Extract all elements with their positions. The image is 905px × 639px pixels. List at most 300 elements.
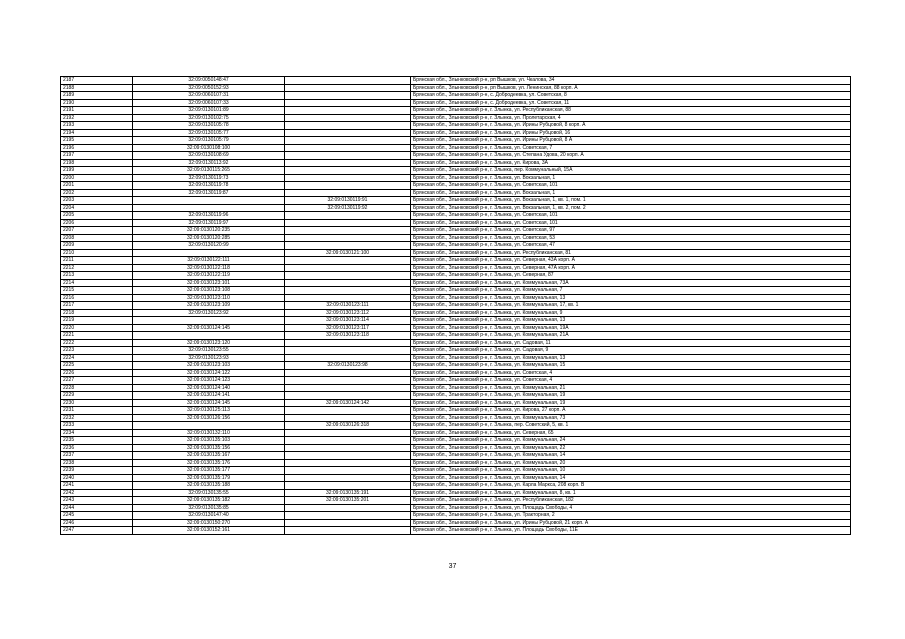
cadastral-number-cell: 32:09:0130135:103 bbox=[133, 437, 285, 445]
cadastral-number-cell: 32:09:0130119:97 bbox=[133, 219, 285, 227]
cadastral-number-cell bbox=[133, 422, 285, 430]
cadastral-number-cell: 32:09:0130135:156 bbox=[133, 444, 285, 452]
row-number-cell: 2219 bbox=[61, 317, 133, 325]
row-number-cell: 2242 bbox=[61, 489, 133, 497]
row-number-cell: 2206 bbox=[61, 219, 133, 227]
related-cadastral-number-cell bbox=[285, 122, 411, 130]
related-cadastral-number-cell bbox=[285, 92, 411, 100]
table-row bbox=[61, 384, 851, 392]
related-cadastral-number-cell bbox=[285, 189, 411, 197]
related-cadastral-number-cell bbox=[285, 504, 411, 512]
address-cell: Брянская обл., Злынковский р-н, г. Злынка, ул. Северная, 87 bbox=[411, 272, 851, 280]
related-cadastral-number-cell bbox=[285, 174, 411, 182]
cadastral-number-cell: 32:09:0060107:33 bbox=[133, 99, 285, 107]
row-number-cell: 2207 bbox=[61, 227, 133, 235]
cadastral-number-cell: 32:09:0130119:78 bbox=[133, 182, 285, 190]
related-cadastral-number-cell bbox=[285, 512, 411, 520]
address-cell: Брянская обл., Злынковский р-н, г. Злынка, ул. Площадь Свободы, 11Е bbox=[411, 527, 851, 535]
table-row bbox=[61, 519, 851, 527]
row-number-cell: 2243 bbox=[61, 497, 133, 505]
related-cadastral-number-cell bbox=[285, 234, 411, 242]
related-cadastral-number-cell bbox=[285, 182, 411, 190]
row-number-cell: 2197 bbox=[61, 152, 133, 160]
related-cadastral-number-cell bbox=[285, 219, 411, 227]
table-row bbox=[61, 212, 851, 220]
cadastral-number-cell: 32:09:0130135:176 bbox=[133, 459, 285, 467]
address-cell: Брянская обл., Злынковский р-н, с. Добродеевка, ул. Советская, 11 bbox=[411, 99, 851, 107]
table-row bbox=[61, 444, 851, 452]
address-cell: Брянская обл., Злынковский р-н, г. Злынка, ул. Советская, 97 bbox=[411, 227, 851, 235]
address-cell: Брянская обл., Злынковский р-н, г. Злынка, ул. Республиканская, 81 bbox=[411, 249, 851, 257]
row-number-cell: 2221 bbox=[61, 332, 133, 340]
table-row bbox=[61, 137, 851, 145]
related-cadastral-number-cell bbox=[285, 407, 411, 415]
cadastral-number-cell: 32:09:0130115:265 bbox=[133, 167, 285, 175]
row-number-cell: 2229 bbox=[61, 392, 133, 400]
table-row bbox=[61, 377, 851, 385]
registry-table bbox=[60, 76, 851, 535]
row-number-cell: 2215 bbox=[61, 287, 133, 295]
address-cell: Брянская обл., Злынковский р-н, г. Злынка, ул. Северная, 47А корп. А bbox=[411, 264, 851, 272]
cadastral-number-cell: 32:09:0130120:235 bbox=[133, 227, 285, 235]
address-cell: Брянская обл., Злынковский р-н, г. Злынка, ул. Северная, 43А корп. А bbox=[411, 257, 851, 265]
related-cadastral-number-cell bbox=[285, 144, 411, 152]
table-row bbox=[61, 339, 851, 347]
table-row bbox=[61, 114, 851, 122]
table-row bbox=[61, 159, 851, 167]
row-number-cell: 2200 bbox=[61, 174, 133, 182]
address-cell: Брянская обл., Злынковский р-н, г. Злынка, ул. Коммунальная, 10 bbox=[411, 467, 851, 475]
row-number-cell: 2231 bbox=[61, 407, 133, 415]
cadastral-number-cell: 32:09:0130126:156 bbox=[133, 414, 285, 422]
row-number-cell: 2228 bbox=[61, 384, 133, 392]
table-row bbox=[61, 452, 851, 460]
table-row bbox=[61, 482, 851, 490]
cadastral-number-cell: 32:09:0130122:111 bbox=[133, 257, 285, 265]
cadastral-number-cell bbox=[133, 197, 285, 205]
related-cadastral-number-cell bbox=[285, 369, 411, 377]
cadastral-number-cell: 32:09:0130123:93 bbox=[133, 354, 285, 362]
row-number-cell: 2236 bbox=[61, 444, 133, 452]
table-row bbox=[61, 249, 851, 257]
row-number-cell: 2244 bbox=[61, 504, 133, 512]
address-cell: Брянская обл., Злынковский р-н, г. Злынка, ул. Коммунальная, 19 bbox=[411, 392, 851, 400]
address-cell: Брянская обл., Злынковский р-н, г. Злынка, ул. Коммунальная, 19А bbox=[411, 324, 851, 332]
row-number-cell: 2210 bbox=[61, 249, 133, 257]
table-row bbox=[61, 84, 851, 92]
address-cell: Брянская обл., Злынковский р-н, г. Злынка, ул. Садовая, 9 bbox=[411, 347, 851, 355]
related-cadastral-number-cell bbox=[285, 137, 411, 145]
related-cadastral-number-cell bbox=[285, 257, 411, 265]
cadastral-number-cell bbox=[133, 249, 285, 257]
table-row bbox=[61, 459, 851, 467]
related-cadastral-number-cell: 32:09:0130123:112 bbox=[285, 309, 411, 317]
address-cell: Брянская обл., Злынковский р-н, рп Вышков, ул. Чкалова, 34 bbox=[411, 77, 851, 85]
table-row bbox=[61, 234, 851, 242]
cadastral-number-cell: 32:09:0130135:55 bbox=[133, 489, 285, 497]
related-cadastral-number-cell bbox=[285, 99, 411, 107]
table-row bbox=[61, 527, 851, 535]
address-cell: Брянская обл., Злынковский р-н, г. Злынка, ул. Коммунальная, 13 bbox=[411, 354, 851, 362]
row-number-cell: 2190 bbox=[61, 99, 133, 107]
related-cadastral-number-cell bbox=[285, 107, 411, 115]
table-row bbox=[61, 399, 851, 407]
table-row bbox=[61, 264, 851, 272]
cadastral-number-cell: 32:09:0130124:145 bbox=[133, 399, 285, 407]
row-number-cell: 2205 bbox=[61, 212, 133, 220]
address-cell: Брянская обл., Злынковский р-н, г. Злынка, ул. Коммунальная, 21А bbox=[411, 332, 851, 340]
table-row bbox=[61, 197, 851, 205]
row-number-cell: 2208 bbox=[61, 234, 133, 242]
address-cell: Брянская обл., Злынковский р-н, г. Злынка, ул. Коммунальная, 17, кв. 1 bbox=[411, 302, 851, 310]
cadastral-number-cell: 32:09:0130123:110 bbox=[133, 294, 285, 302]
cadastral-number-cell: 32:09:0130124:141 bbox=[133, 392, 285, 400]
table-row bbox=[61, 362, 851, 370]
address-cell: Брянская обл., Злынковский р-н, г. Злынка, ул. Кирова, 3А bbox=[411, 159, 851, 167]
table-row bbox=[61, 144, 851, 152]
row-number-cell: 2193 bbox=[61, 122, 133, 130]
address-cell: Брянская обл., Злынковский р-н, г. Злынка, ул. Советская, 101 bbox=[411, 219, 851, 227]
row-number-cell: 2223 bbox=[61, 347, 133, 355]
cadastral-number-cell: 32:09:0130132:110 bbox=[133, 429, 285, 437]
cadastral-number-cell: 32:09:0130135:179 bbox=[133, 474, 285, 482]
table-row bbox=[61, 182, 851, 190]
address-cell: Брянская обл., Злынковский р-н, г. Злынка, ул. Карла Маркса, 208 корп. В bbox=[411, 482, 851, 490]
related-cadastral-number-cell: 32:09:0130119:91 bbox=[285, 197, 411, 205]
related-cadastral-number-cell bbox=[285, 264, 411, 272]
row-number-cell: 2237 bbox=[61, 452, 133, 460]
row-number-cell: 2247 bbox=[61, 527, 133, 535]
cadastral-number-cell: 32:09:0130123:101 bbox=[133, 279, 285, 287]
row-number-cell: 2195 bbox=[61, 137, 133, 145]
address-cell: Брянская обл., Злынковский р-н, г. Злынка, ул. Коммунальная, 20 bbox=[411, 459, 851, 467]
related-cadastral-number-cell bbox=[285, 354, 411, 362]
row-number-cell: 2246 bbox=[61, 519, 133, 527]
address-cell: Брянская обл., Злынковский р-н, г. Злынка, ул. Советская, 47 bbox=[411, 242, 851, 250]
related-cadastral-number-cell bbox=[285, 152, 411, 160]
cadastral-number-cell: 32:09:0130135:182 bbox=[133, 497, 285, 505]
cadastral-number-cell: 32:09:0130135:167 bbox=[133, 452, 285, 460]
address-cell: Брянская обл., Злынковский р-н, рп Вышков, ул. Ленинская, 88 корп. А bbox=[411, 84, 851, 92]
related-cadastral-number-cell: 32:09:0130124:142 bbox=[285, 399, 411, 407]
cadastral-number-cell: 32:09:0130123:109 bbox=[133, 302, 285, 310]
table-row bbox=[61, 272, 851, 280]
address-cell: Брянская обл., Злынковский р-н, г. Злынка, ул. Тракторная, 2 bbox=[411, 512, 851, 520]
cadastral-number-cell: 32:09:0050148:47 bbox=[133, 77, 285, 85]
page-number: 37 bbox=[448, 563, 457, 570]
row-number-cell: 2191 bbox=[61, 107, 133, 115]
cadastral-number-cell: 32:09:0130135:188 bbox=[133, 482, 285, 490]
related-cadastral-number-cell bbox=[285, 294, 411, 302]
table-row bbox=[61, 332, 851, 340]
cadastral-number-cell: 32:09:0130135:85 bbox=[133, 504, 285, 512]
table-row bbox=[61, 309, 851, 317]
address-cell: Брянская обл., Злынковский р-н, г. Злынка, ул. Коммунальная, 8, кв. 1 bbox=[411, 489, 851, 497]
address-cell: Брянская обл., Злынковский р-н, г. Злынка, ул. Советская, 53 bbox=[411, 234, 851, 242]
related-cadastral-number-cell bbox=[285, 287, 411, 295]
address-cell: Брянская обл., Злынковский р-н, г. Злынка, ул. Ирины Рубцовой, 8 А bbox=[411, 137, 851, 145]
table-row bbox=[61, 317, 851, 325]
row-number-cell: 2241 bbox=[61, 482, 133, 490]
address-cell: Брянская обл., Злынковский р-н, г. Злынка, ул. Вокзальная, 1, кв. 1, пом. 1 bbox=[411, 197, 851, 205]
address-cell: Брянская обл., Злынковский р-н, г. Злынка, ул. Коммунальная, 15 bbox=[411, 362, 851, 370]
related-cadastral-number-cell bbox=[285, 159, 411, 167]
table-row bbox=[61, 279, 851, 287]
cadastral-number-cell: 32:09:0130150:270 bbox=[133, 519, 285, 527]
row-number-cell: 2211 bbox=[61, 257, 133, 265]
table-row bbox=[61, 422, 851, 430]
address-cell: Брянская обл., Злынковский р-н, г. Злынка, ул. Площадь Свободы, 4 bbox=[411, 504, 851, 512]
address-cell: Брянская обл., Злынковский р-н, г. Злынка, пер. Коммунальный, 15А bbox=[411, 167, 851, 175]
table-row bbox=[61, 437, 851, 445]
cadastral-number-cell: 32:09:0130108:69 bbox=[133, 152, 285, 160]
row-number-cell: 2201 bbox=[61, 182, 133, 190]
row-number-cell: 2196 bbox=[61, 144, 133, 152]
table-row bbox=[61, 204, 851, 212]
cadastral-number-cell: 32:09:0050152:93 bbox=[133, 84, 285, 92]
related-cadastral-number-cell bbox=[285, 452, 411, 460]
related-cadastral-number-cell bbox=[285, 272, 411, 280]
related-cadastral-number-cell bbox=[285, 414, 411, 422]
cadastral-number-cell: 32:09:0130105:78 bbox=[133, 122, 285, 130]
row-number-cell: 2220 bbox=[61, 324, 133, 332]
address-cell: Брянская обл., Злынковский р-н, г. Злынка, ул. Ирины Рубцовой, 8 корп. А bbox=[411, 122, 851, 130]
row-number-cell: 2226 bbox=[61, 369, 133, 377]
address-cell: Брянская обл., Злынковский р-н, г. Злынка, ул. Коммунальная, 14 bbox=[411, 452, 851, 460]
related-cadastral-number-cell bbox=[285, 339, 411, 347]
related-cadastral-number-cell: 32:09:0130119:92 bbox=[285, 204, 411, 212]
cadastral-number-cell bbox=[133, 204, 285, 212]
row-number-cell: 2245 bbox=[61, 512, 133, 520]
address-cell: Брянская обл., Злынковский р-н, г. Злынка, ул. Коммунальная, 22 bbox=[411, 444, 851, 452]
related-cadastral-number-cell bbox=[285, 84, 411, 92]
row-number-cell: 2239 bbox=[61, 467, 133, 475]
address-cell: Брянская обл., Злынковский р-н, г. Злынка, ул. Кирова, 27 корп. А bbox=[411, 407, 851, 415]
table-row bbox=[61, 77, 851, 85]
table-row bbox=[61, 167, 851, 175]
row-number-cell: 2194 bbox=[61, 129, 133, 137]
cadastral-number-cell: 32:09:0130123:92 bbox=[133, 309, 285, 317]
address-cell: Брянская обл., Злынковский р-н, г. Злынка, ул. Республиканская, 182 bbox=[411, 497, 851, 505]
table-row bbox=[61, 92, 851, 100]
cadastral-number-cell: 32:09:0130122:118 bbox=[133, 264, 285, 272]
cadastral-number-cell: 32:09:0130124:122 bbox=[133, 369, 285, 377]
related-cadastral-number-cell bbox=[285, 114, 411, 122]
address-cell: Брянская обл., Злынковский р-н, г. Злынка, ул. Советская, 4 bbox=[411, 369, 851, 377]
table-row bbox=[61, 257, 851, 265]
address-cell: Брянская обл., Злынковский р-н, г. Злынка, пер. Советский, 5, кв. 1 bbox=[411, 422, 851, 430]
cadastral-number-cell: 32:09:0130101:89 bbox=[133, 107, 285, 115]
table-row bbox=[61, 474, 851, 482]
related-cadastral-number-cell bbox=[285, 467, 411, 475]
address-cell: Брянская обл., Злынковский р-н, г. Злынка, ул. Коммунальная, 13 bbox=[411, 294, 851, 302]
cadastral-number-cell: 32:09:0130119:87 bbox=[133, 189, 285, 197]
cadastral-number-cell: 32:09:0130108:100 bbox=[133, 144, 285, 152]
address-cell: Брянская обл., Злынковский р-н, г. Злынка, ул. Советская, 7 bbox=[411, 144, 851, 152]
related-cadastral-number-cell: 32:09:0130123:118 bbox=[285, 332, 411, 340]
related-cadastral-number-cell bbox=[285, 384, 411, 392]
row-number-cell: 2240 bbox=[61, 474, 133, 482]
cadastral-number-cell: 32:09:0130124:123 bbox=[133, 377, 285, 385]
table-row bbox=[61, 174, 851, 182]
row-number-cell: 2199 bbox=[61, 167, 133, 175]
cadastral-number-cell: 32:09:0130152:161 bbox=[133, 527, 285, 535]
related-cadastral-number-cell bbox=[285, 437, 411, 445]
table-row bbox=[61, 512, 851, 520]
cadastral-number-cell: 32:09:0130120:99 bbox=[133, 242, 285, 250]
related-cadastral-number-cell: 32:09:0130121:100 bbox=[285, 249, 411, 257]
row-number-cell: 2212 bbox=[61, 264, 133, 272]
table-row bbox=[61, 504, 851, 512]
address-cell: Брянская обл., Злынковский р-н, г. Злынка, ул. Республиканская, 88 bbox=[411, 107, 851, 115]
address-cell: Брянская обл., Злынковский р-н, г. Злынка, ул. Вокзальная, 1, кв. 2, пом. 2 bbox=[411, 204, 851, 212]
related-cadastral-number-cell: 32:09:0130123:117 bbox=[285, 324, 411, 332]
cadastral-number-cell: 32:09:0130125:113 bbox=[133, 407, 285, 415]
row-number-cell: 2198 bbox=[61, 159, 133, 167]
table-row bbox=[61, 302, 851, 310]
address-cell: Брянская обл., Злынковский р-н, г. Злынка, ул. Степана Удова, 20 корп. А bbox=[411, 152, 851, 160]
table-row bbox=[61, 152, 851, 160]
cadastral-number-cell: 32:09:0130147:40 bbox=[133, 512, 285, 520]
related-cadastral-number-cell bbox=[285, 377, 411, 385]
address-cell: Брянская обл., Злынковский р-н, г. Злынка, ул. Коммунальная, 73А bbox=[411, 279, 851, 287]
address-cell: Брянская обл., Злынковский р-н, г. Злынка, ул. Советская, 101 bbox=[411, 212, 851, 220]
related-cadastral-number-cell bbox=[285, 77, 411, 85]
related-cadastral-number-cell: 32:09:0130123:111 bbox=[285, 302, 411, 310]
address-cell: Брянская обл., Злынковский р-н, г. Злынка, ул. Советская, 4 bbox=[411, 377, 851, 385]
related-cadastral-number-cell bbox=[285, 242, 411, 250]
related-cadastral-number-cell bbox=[285, 459, 411, 467]
address-cell: Брянская обл., Злынковский р-н, г. Злынка, ул. Коммунальная, 14 bbox=[411, 474, 851, 482]
table-row bbox=[61, 294, 851, 302]
cadastral-number-cell bbox=[133, 332, 285, 340]
cadastral-number-cell: 32:09:0060107:31 bbox=[133, 92, 285, 100]
cadastral-number-cell: 32:09:0130135:177 bbox=[133, 467, 285, 475]
address-cell: Брянская обл., Злынковский р-н, г. Злынка, ул. Вокзальная, 1 bbox=[411, 174, 851, 182]
row-number-cell: 2234 bbox=[61, 429, 133, 437]
registry-table-body bbox=[61, 77, 851, 535]
row-number-cell: 2238 bbox=[61, 459, 133, 467]
address-cell: Брянская обл., Злынковский р-н, г. Злынка, ул. Коммунальная, 73 bbox=[411, 414, 851, 422]
related-cadastral-number-cell bbox=[285, 227, 411, 235]
cadastral-number-cell bbox=[133, 317, 285, 325]
row-number-cell: 2189 bbox=[61, 92, 133, 100]
table-row bbox=[61, 414, 851, 422]
row-number-cell: 2203 bbox=[61, 197, 133, 205]
table-row bbox=[61, 392, 851, 400]
table-row bbox=[61, 369, 851, 377]
address-cell: Брянская обл., Злынковский р-н, г. Злынка, ул. Северная, 65 bbox=[411, 429, 851, 437]
table-row bbox=[61, 497, 851, 505]
table-row bbox=[61, 287, 851, 295]
cadastral-number-cell: 32:09:0130105:79 bbox=[133, 137, 285, 145]
related-cadastral-number-cell bbox=[285, 519, 411, 527]
related-cadastral-number-cell bbox=[285, 474, 411, 482]
row-number-cell: 2232 bbox=[61, 414, 133, 422]
table-row bbox=[61, 354, 851, 362]
related-cadastral-number-cell: 32:09:0130123:114 bbox=[285, 317, 411, 325]
address-cell: Брянская обл., Злынковский р-н, г. Злынка, ул. Коммунальная, 24 bbox=[411, 437, 851, 445]
address-cell: Брянская обл., Злынковский р-н, г. Злынка, ул. Пролетарская, 4 bbox=[411, 114, 851, 122]
related-cadastral-number-cell bbox=[285, 429, 411, 437]
table-row bbox=[61, 107, 851, 115]
row-number-cell: 2227 bbox=[61, 377, 133, 385]
table-row bbox=[61, 189, 851, 197]
row-number-cell: 2222 bbox=[61, 339, 133, 347]
cadastral-number-cell: 32:09:0130123:108 bbox=[133, 287, 285, 295]
address-cell: Брянская обл., Злынковский р-н, г. Злынка, ул. Коммунальная, 21 bbox=[411, 384, 851, 392]
row-number-cell: 2224 bbox=[61, 354, 133, 362]
related-cadastral-number-cell: 32:09:0130126:318 bbox=[285, 422, 411, 430]
cadastral-number-cell: 32:09:0130102:75 bbox=[133, 114, 285, 122]
table-row bbox=[61, 129, 851, 137]
cadastral-number-cell: 32:09:0130120:285 bbox=[133, 234, 285, 242]
related-cadastral-number-cell: 32:09:0130123:98 bbox=[285, 362, 411, 370]
related-cadastral-number-cell bbox=[285, 347, 411, 355]
related-cadastral-number-cell bbox=[285, 444, 411, 452]
address-cell: Брянская обл., Злынковский р-н, г. Злынка, ул. Коммунальная, 7 bbox=[411, 287, 851, 295]
table-row bbox=[61, 407, 851, 415]
cadastral-number-cell: 32:09:0130105:77 bbox=[133, 129, 285, 137]
address-cell: Брянская обл., Злынковский р-н, с. Добродеевка, ул. Советская, 8 bbox=[411, 92, 851, 100]
table-row bbox=[61, 242, 851, 250]
row-number-cell: 2192 bbox=[61, 114, 133, 122]
address-cell: Брянская обл., Злынковский р-н, г. Злынка, ул. Коммунальная, 13 bbox=[411, 317, 851, 325]
cadastral-number-cell: 32:09:0130124:145 bbox=[133, 324, 285, 332]
row-number-cell: 2217 bbox=[61, 302, 133, 310]
related-cadastral-number-cell bbox=[285, 129, 411, 137]
address-cell: Брянская обл., Злынковский р-н, г. Злынка, ул. Вокзальная, 1 bbox=[411, 189, 851, 197]
related-cadastral-number-cell: 32:09:0130135:191 bbox=[285, 489, 411, 497]
table-row bbox=[61, 227, 851, 235]
related-cadastral-number-cell bbox=[285, 392, 411, 400]
table-row bbox=[61, 347, 851, 355]
row-number-cell: 2214 bbox=[61, 279, 133, 287]
row-number-cell: 2233 bbox=[61, 422, 133, 430]
address-cell: Брянская обл., Злынковский р-н, г. Злынка, ул. Советская, 101 bbox=[411, 182, 851, 190]
row-number-cell: 2230 bbox=[61, 399, 133, 407]
related-cadastral-number-cell bbox=[285, 212, 411, 220]
table-row bbox=[61, 467, 851, 475]
table-row bbox=[61, 219, 851, 227]
table-row bbox=[61, 429, 851, 437]
row-number-cell: 2235 bbox=[61, 437, 133, 445]
row-number-cell: 2187 bbox=[61, 77, 133, 85]
related-cadastral-number-cell bbox=[285, 279, 411, 287]
row-number-cell: 2218 bbox=[61, 309, 133, 317]
related-cadastral-number-cell bbox=[285, 167, 411, 175]
cadastral-number-cell: 32:09:0130123:55 bbox=[133, 347, 285, 355]
related-cadastral-number-cell bbox=[285, 527, 411, 535]
address-cell: Брянская обл., Злынковский р-н, г. Злынка, ул. Коммунальная, 9 bbox=[411, 309, 851, 317]
cadastral-number-cell: 32:09:0130113:92 bbox=[133, 159, 285, 167]
table-row bbox=[61, 324, 851, 332]
cadastral-number-cell: 32:09:0130123:120 bbox=[133, 339, 285, 347]
row-number-cell: 2202 bbox=[61, 189, 133, 197]
cadastral-number-cell: 32:09:0130124:140 bbox=[133, 384, 285, 392]
cadastral-number-cell: 32:09:0130119:73 bbox=[133, 174, 285, 182]
table-row bbox=[61, 489, 851, 497]
row-number-cell: 2209 bbox=[61, 242, 133, 250]
address-cell: Брянская обл., Злынковский р-н, г. Злынка, ул. Коммунальная, 19 bbox=[411, 399, 851, 407]
cadastral-number-cell: 32:09:0130123:103 bbox=[133, 362, 285, 370]
related-cadastral-number-cell: 32:09:0130135:201 bbox=[285, 497, 411, 505]
related-cadastral-number-cell bbox=[285, 482, 411, 490]
row-number-cell: 2204 bbox=[61, 204, 133, 212]
cadastral-number-cell: 32:09:0130119:96 bbox=[133, 212, 285, 220]
row-number-cell: 2225 bbox=[61, 362, 133, 370]
table-row bbox=[61, 122, 851, 130]
